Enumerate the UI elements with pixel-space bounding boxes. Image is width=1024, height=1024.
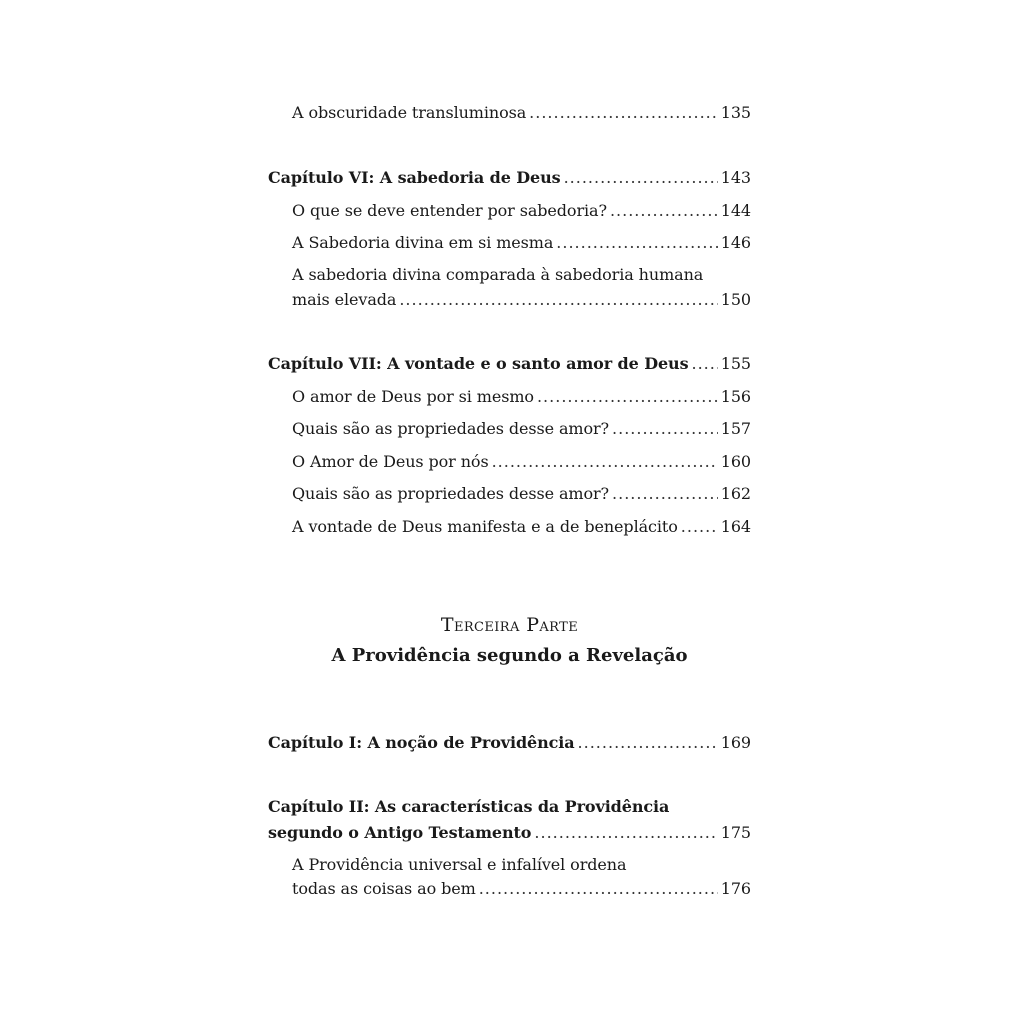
toc-entry-title-line1: A sabedoria divina comparada à sabedoria humana xyxy=(292,265,704,284)
toc-entry-page: 156 xyxy=(720,387,751,406)
toc-entry-title: O que se deve entender por sabedoria? xyxy=(292,201,607,220)
toc-chapter-page: 143 xyxy=(720,168,751,187)
toc-entry xyxy=(292,452,751,472)
toc-entry-page: 146 xyxy=(720,233,751,252)
dot-leader xyxy=(492,452,718,472)
toc-entry xyxy=(292,419,751,439)
toc-entry xyxy=(292,103,751,123)
toc-chapter xyxy=(268,823,751,843)
part-label: Terceira Parte xyxy=(440,614,579,636)
toc-entry-page: 176 xyxy=(720,879,751,898)
toc-entry-title: O amor de Deus por si mesmo xyxy=(292,387,534,406)
toc-chapter-title: Capítulo VII: A vontade e o santo amor de Deus xyxy=(268,354,689,373)
toc-entry-title: A Sabedoria divina em si mesma xyxy=(292,233,554,252)
toc-chapter-page: 175 xyxy=(720,823,751,842)
toc-entry-title: Quais são as propriedades desse amor? xyxy=(292,419,610,438)
dot-leader xyxy=(534,823,717,843)
toc-chapter-title: Capítulo I: A noção de Providência xyxy=(268,733,575,752)
toc-entry-title: A obscuridade transluminosa xyxy=(292,103,527,122)
toc-chapter-title-line2: segundo o Antigo Testamento xyxy=(268,823,532,842)
toc-entry-page: 150 xyxy=(720,290,751,309)
toc-entry-page: 164 xyxy=(720,517,751,536)
dot-leader xyxy=(612,484,718,504)
toc-chapter xyxy=(268,354,751,374)
dot-leader xyxy=(612,419,718,439)
toc-entry-title-line2: todas as coisas ao bem xyxy=(292,879,476,898)
toc-entry xyxy=(292,387,751,407)
toc-chapter-page: 155 xyxy=(720,354,751,373)
dot-leader xyxy=(681,517,718,537)
dot-leader xyxy=(556,233,717,253)
toc-entry xyxy=(292,879,751,899)
toc-entry xyxy=(292,484,751,504)
dot-leader xyxy=(479,879,718,899)
part-title: A Providência segundo a Revelação xyxy=(331,645,688,666)
toc-entry xyxy=(292,233,751,253)
toc-entry xyxy=(292,201,751,221)
toc-entry-page: 160 xyxy=(720,452,751,471)
dot-leader xyxy=(399,290,717,310)
toc-chapter xyxy=(268,733,751,753)
dot-leader xyxy=(529,103,718,123)
toc-chapter xyxy=(268,168,751,188)
toc-entry-page: 162 xyxy=(720,484,751,503)
dot-leader xyxy=(578,733,718,753)
toc-entry-title-line1: A Providência universal e infalível ordena xyxy=(292,855,627,874)
toc-chapter-page: 169 xyxy=(720,733,751,752)
dot-leader xyxy=(610,201,718,221)
toc-entry-title-line2: mais elevada xyxy=(292,290,397,309)
toc-entry-title: O Amor de Deus por nós xyxy=(292,452,489,471)
toc-entry-page: 135 xyxy=(720,103,751,122)
toc-chapter-title-line1: Capítulo II: As características da Providência xyxy=(268,797,670,816)
toc-entry-page: 157 xyxy=(720,419,751,438)
toc-entry-page: 144 xyxy=(720,201,751,220)
toc-entry-title: Quais são as propriedades desse amor? xyxy=(292,484,610,503)
toc-chapter-title: Capítulo VI: A sabedoria de Deus xyxy=(268,168,561,187)
toc-entry xyxy=(292,290,751,310)
dot-leader xyxy=(692,354,718,374)
dot-leader xyxy=(537,387,718,407)
toc-entry-title: A vontade de Deus manifesta e a de beneplácito xyxy=(292,517,678,536)
toc-entry xyxy=(292,517,751,537)
dot-leader xyxy=(564,168,718,188)
